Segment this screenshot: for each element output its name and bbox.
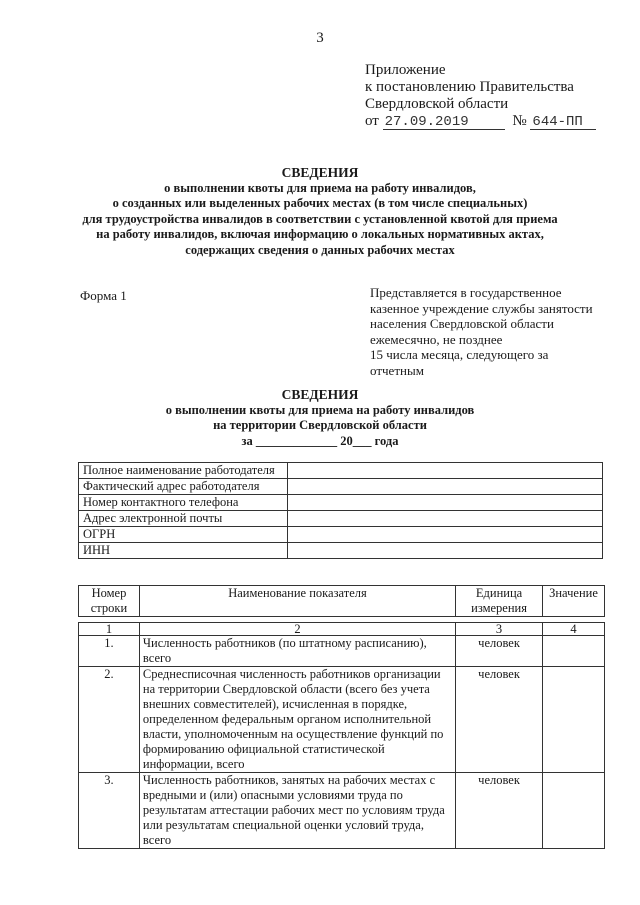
employer-row bbox=[79, 463, 603, 479]
column-index: 2 bbox=[139, 623, 455, 636]
header-row-number: Номер строки bbox=[79, 586, 140, 617]
indicator-name: Среднесписочная численность работников организации на территории Свердловской области (всего без учета внешних совместителей), исчисленная в порядке, определенном федеральным органом исполнительной власти, уполномоченным на осуществление функций по формированию официальной статистической информации, всего bbox=[139, 667, 455, 773]
sub-heading-line-2: на территории Свердловской области bbox=[213, 418, 427, 432]
indicators-header-row bbox=[79, 586, 605, 617]
row-number: 2. bbox=[79, 667, 140, 773]
submission-note-line: отчетным bbox=[370, 362, 424, 378]
indicator-unit: человек bbox=[456, 636, 543, 667]
submission-note-line: 15 числа месяца, следующего за bbox=[370, 347, 549, 362]
main-heading-title: СВЕДЕНИЯ bbox=[281, 165, 359, 180]
column-index: 1 bbox=[79, 623, 140, 636]
main-heading-line: о выполнении квоты для приема на работу инвалидов, bbox=[164, 180, 476, 195]
employer-field-value[interactable] bbox=[288, 511, 603, 527]
indicator-row bbox=[79, 636, 605, 667]
submission-note bbox=[370, 285, 593, 378]
employer-field-value[interactable] bbox=[288, 495, 603, 511]
header-unit: Единица измерения bbox=[456, 586, 543, 617]
report-period: за _____________ 20___ года bbox=[241, 433, 399, 448]
sub-heading-line-1: о выполнении квоты для приема на работу инвалидов bbox=[165, 402, 475, 417]
page-number: 3 bbox=[316, 30, 324, 46]
appendix-line-2: к постановлению Правительства bbox=[365, 79, 574, 95]
employer-row bbox=[79, 511, 603, 527]
indicator-value[interactable] bbox=[543, 773, 605, 849]
number-label: № bbox=[512, 113, 527, 129]
employer-field-label: Номер контактного телефона bbox=[79, 495, 288, 511]
main-heading bbox=[0, 165, 640, 258]
submission-note-line: казенное учреждение службы занятости bbox=[370, 300, 593, 316]
main-heading-line: для трудоустройства инвалидов в соответствии с установленной квотой для приема bbox=[82, 211, 558, 226]
indicator-row bbox=[79, 773, 605, 849]
indicator-value[interactable] bbox=[543, 636, 605, 667]
submission-note-line: Представляется в государственное bbox=[370, 285, 562, 300]
row-number: 1. bbox=[79, 636, 140, 667]
employer-field-label: Фактический адрес работодателя bbox=[79, 479, 288, 495]
employer-field-label: ИНН bbox=[79, 543, 288, 559]
appendix-line-1: Приложение bbox=[365, 62, 446, 78]
indicator-unit: человек bbox=[456, 773, 543, 849]
indicator-value[interactable] bbox=[543, 667, 605, 773]
decree-date: 27.09.2019 bbox=[383, 115, 505, 130]
submission-note-line: населения Свердловской области bbox=[370, 316, 554, 331]
row-number: 3. bbox=[79, 773, 140, 849]
employer-field-label: ОГРН bbox=[79, 527, 288, 543]
indicator-unit: человек bbox=[456, 667, 543, 773]
column-index: 4 bbox=[543, 623, 605, 636]
employer-info-table bbox=[78, 462, 603, 559]
employer-field-label: Полное наименование работодателя bbox=[79, 463, 288, 479]
employer-field-value[interactable] bbox=[288, 543, 603, 559]
indicator-name: Численность работников (по штатному расписанию), всего bbox=[139, 636, 455, 667]
decree-number: 644-ПП bbox=[530, 115, 596, 130]
indicator-row bbox=[79, 667, 605, 773]
main-heading-line: на работу инвалидов, включая информацию о локальных нормативных актах, bbox=[96, 227, 544, 241]
indicator-name: Численность работников, занятых на рабочих местах с вредными и (или) опасными условиями труда по результатам аттестации рабочих мест по условиям труда или результатам специальной оценки условий труда, всего bbox=[139, 773, 455, 849]
employer-field-label: Адрес электронной почты bbox=[79, 511, 288, 527]
indicators-table bbox=[78, 585, 605, 849]
employer-field-value[interactable] bbox=[288, 463, 603, 479]
header-indicator-name: Наименование показателя bbox=[139, 586, 455, 617]
employer-field-value[interactable] bbox=[288, 479, 603, 495]
employer-row bbox=[79, 543, 603, 559]
column-index-row bbox=[79, 623, 605, 636]
submission-note-line: ежемесячно, не позднее bbox=[370, 331, 503, 347]
appendix-block bbox=[365, 62, 596, 130]
column-index: 3 bbox=[456, 623, 543, 636]
appendix-date-line bbox=[365, 113, 596, 130]
appendix-line-3: Свердловской области bbox=[365, 96, 509, 112]
from-label: от bbox=[365, 113, 379, 129]
main-heading-line: о созданных или выделенных рабочих местах (в том числе специальных) bbox=[112, 196, 528, 210]
sub-heading-title: СВЕДЕНИЯ bbox=[281, 387, 359, 402]
employer-row bbox=[79, 495, 603, 511]
employer-row bbox=[79, 527, 603, 543]
sub-heading bbox=[0, 387, 640, 449]
employer-field-value[interactable] bbox=[288, 527, 603, 543]
header-value: Значение bbox=[543, 586, 605, 617]
main-heading-line: содержащих сведения о данных рабочих местах bbox=[185, 242, 455, 257]
form-label: Форма 1 bbox=[80, 288, 127, 303]
employer-row bbox=[79, 479, 603, 495]
